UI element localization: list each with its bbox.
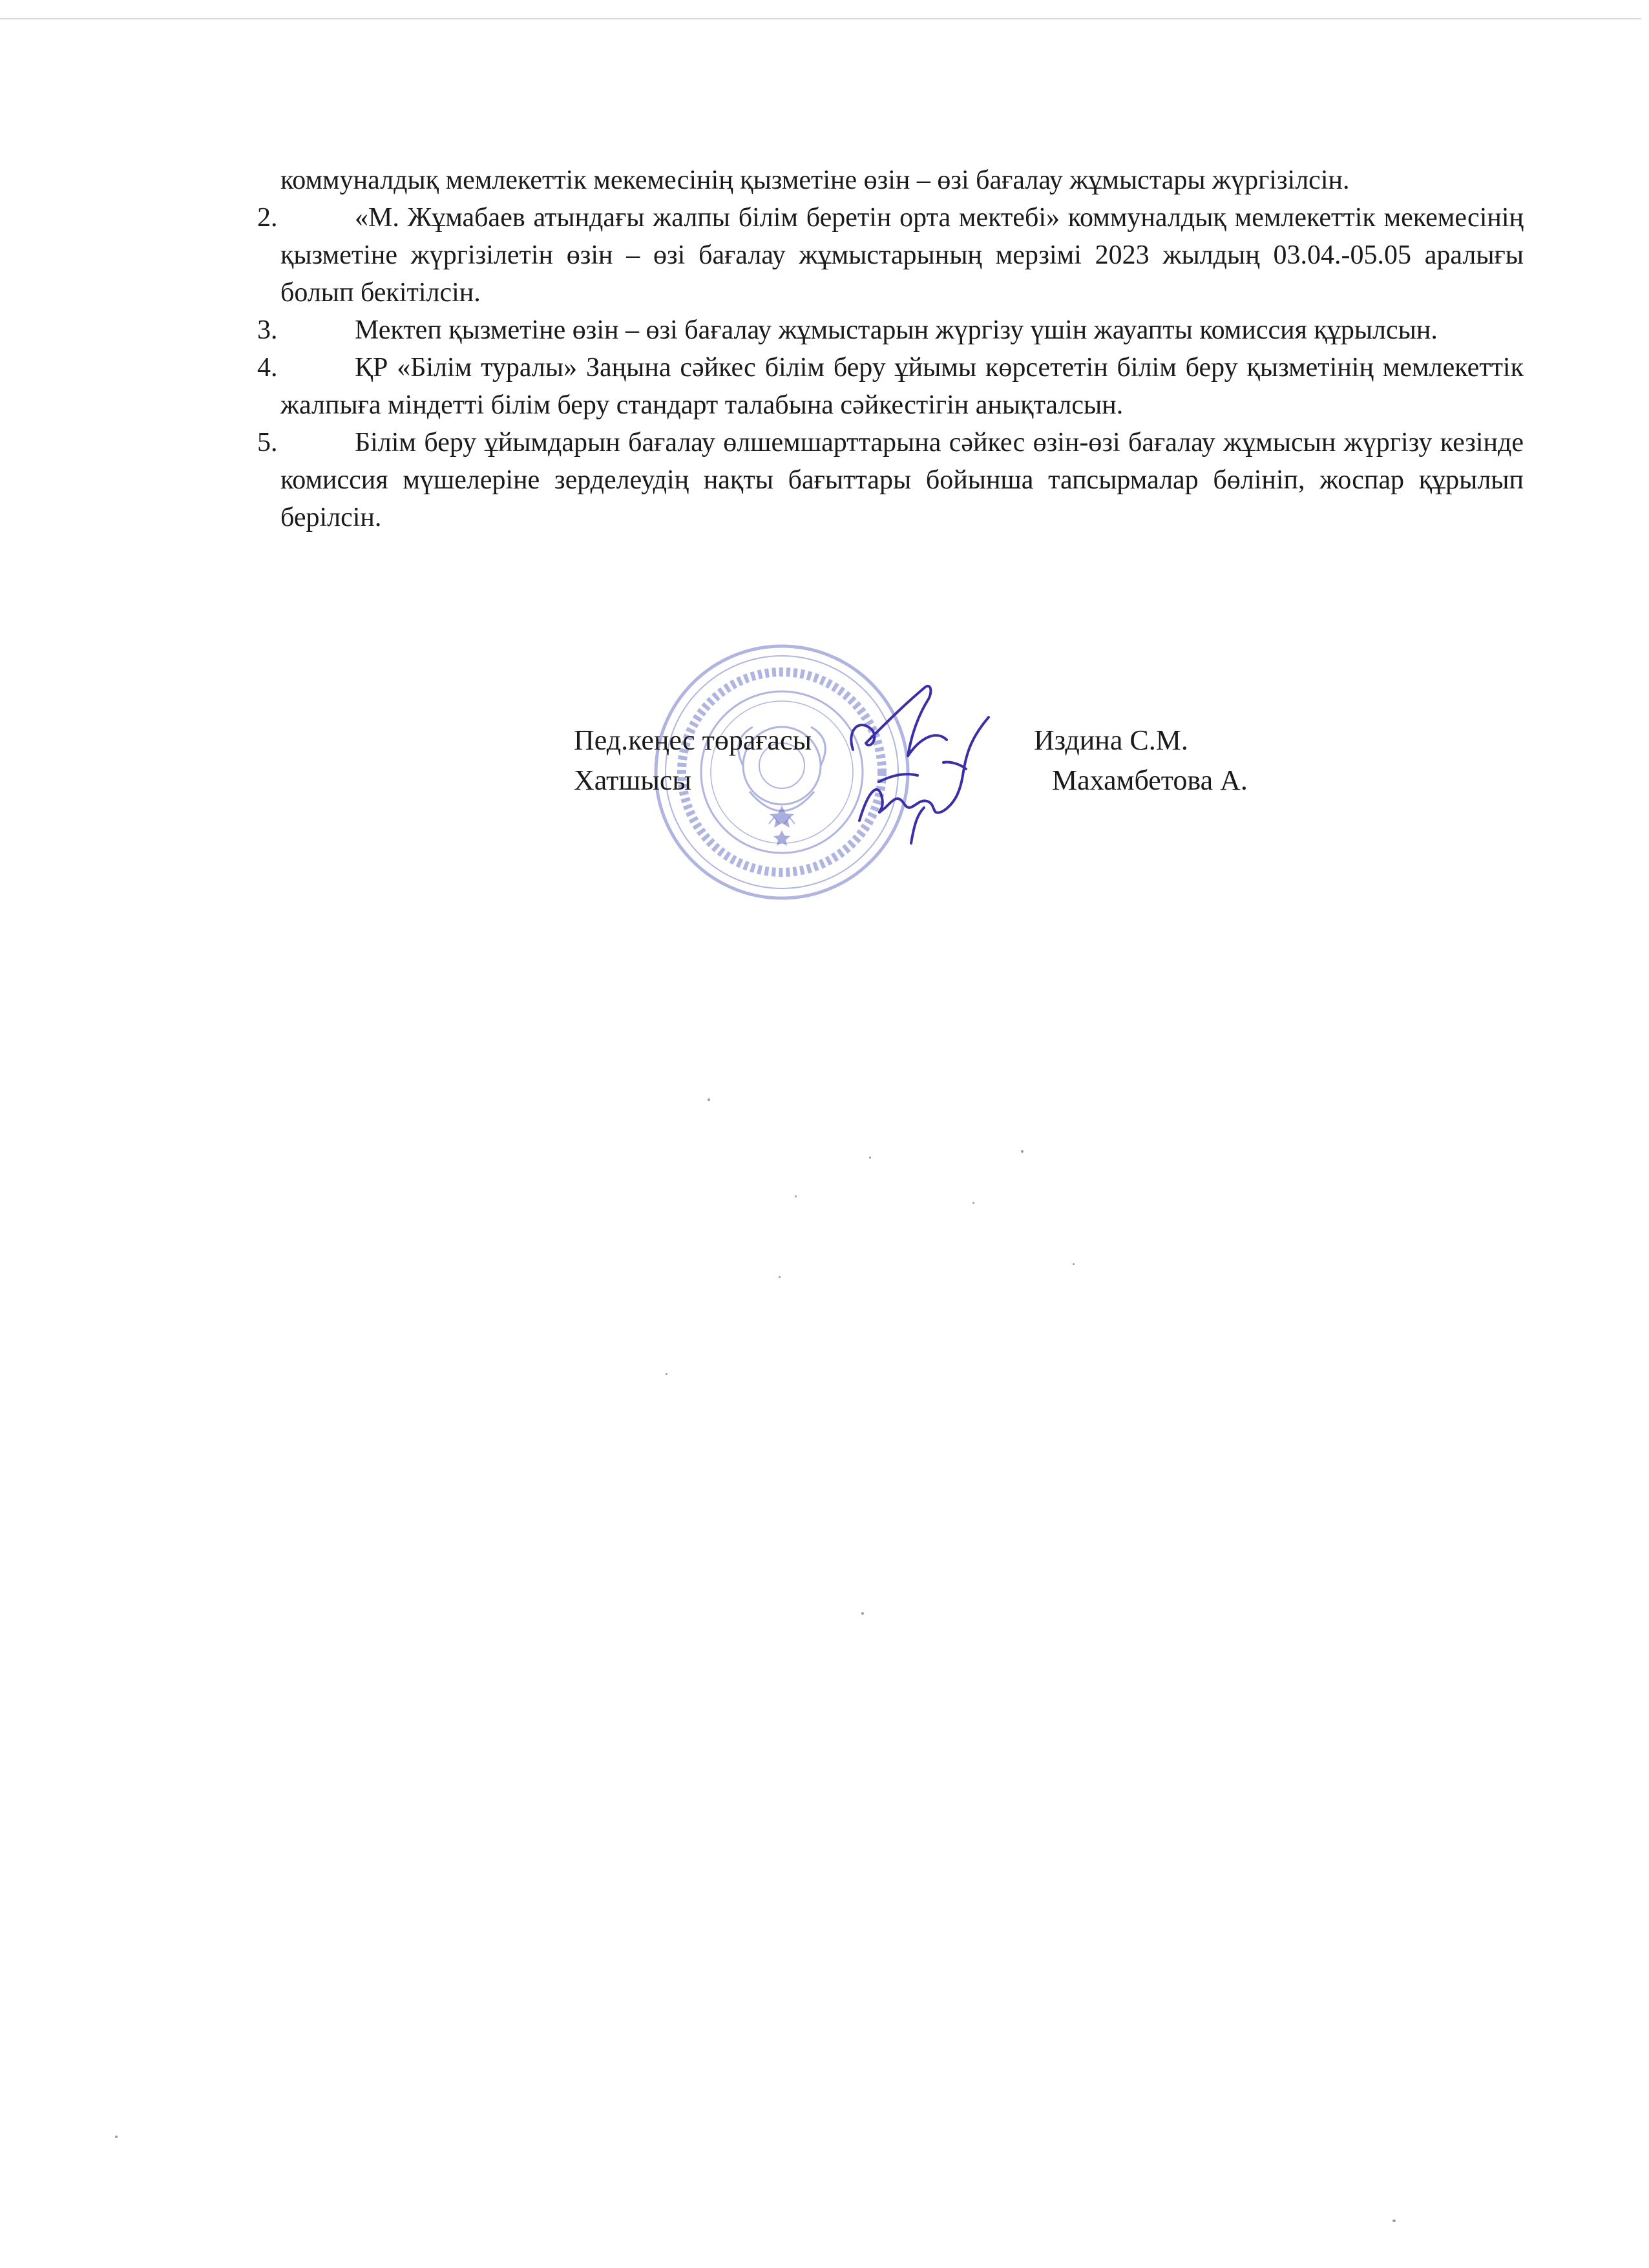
scan-top-edge (0, 18, 1641, 19)
signature-row-secretary (574, 761, 1323, 801)
scan-speck (795, 1195, 797, 1197)
item-number: 5. (257, 428, 278, 457)
item-text: Мектеп қызметіне өзін – өзі бағалау жұмыстарын жүргізу үшін жауапты комиссия құрылсын. (355, 315, 1438, 345)
scan-speck (869, 1157, 871, 1159)
item-number: 4. (257, 353, 278, 383)
scan-speck (1392, 2220, 1396, 2222)
signatory-name: Махамбетова А. (1052, 764, 1248, 796)
scan-speck (115, 2136, 118, 2138)
scan-speck (708, 1098, 710, 1101)
paragraph-continuation: коммуналдық мемлекеттік мекемесінің қызметіне өзін – өзі бағалау жұмыстары жүргізілсін. (280, 165, 1350, 195)
scan-speck (861, 1612, 864, 1615)
item-text: ҚР «Білім туралы» Заңына сәйкес білім беру ұйымы көрсететін білім беру қызметінің мемлекеттік жалпыға міндетті білім беру стандарт талабына сәйкестігін анықталсын. (280, 353, 1524, 420)
signatory-role: Хатшысы (574, 764, 691, 796)
list-item-4 (257, 349, 1524, 424)
scan-speck (1021, 1150, 1024, 1153)
item-number: 3. (257, 315, 278, 345)
item-text: Білім беру ұйымдарын бағалау өлшемшарттарына сәйкес өзін-өзі бағалау жұмысын жүргізу кезінде комиссия мүшелеріне зерделеудің нақты бағыттары бойынша тапсырмалар бөлініп, жоспар құрылып берілсін. (280, 428, 1524, 532)
item-text: «М. Жұмабаев атындағы жалпы білім беретін орта мектебі» коммуналдық мемлекеттік мекемесінің қызметіне жүргізілетін өзін – өзі бағалау жұмыстарының мерзімі 2023 жылдың 03.04.-05.05 аралығы болып бекітілсін. (280, 203, 1524, 308)
scan-speck (972, 1202, 974, 1204)
document-body (257, 162, 1524, 536)
list-item-2 (257, 199, 1524, 311)
list-item-5 (257, 424, 1524, 536)
scan-speck (666, 1373, 667, 1375)
list-item-3 (257, 311, 1524, 349)
scan-speck (1073, 1263, 1075, 1265)
signature-block (574, 720, 1323, 801)
scan-speck (779, 1276, 781, 1278)
item-number: 2. (257, 203, 278, 233)
signatory-name: Издина С.М. (1034, 724, 1188, 756)
signature-row-chair (574, 720, 1323, 761)
signatory-role: Пед.кеңес төрағасы (574, 724, 812, 756)
